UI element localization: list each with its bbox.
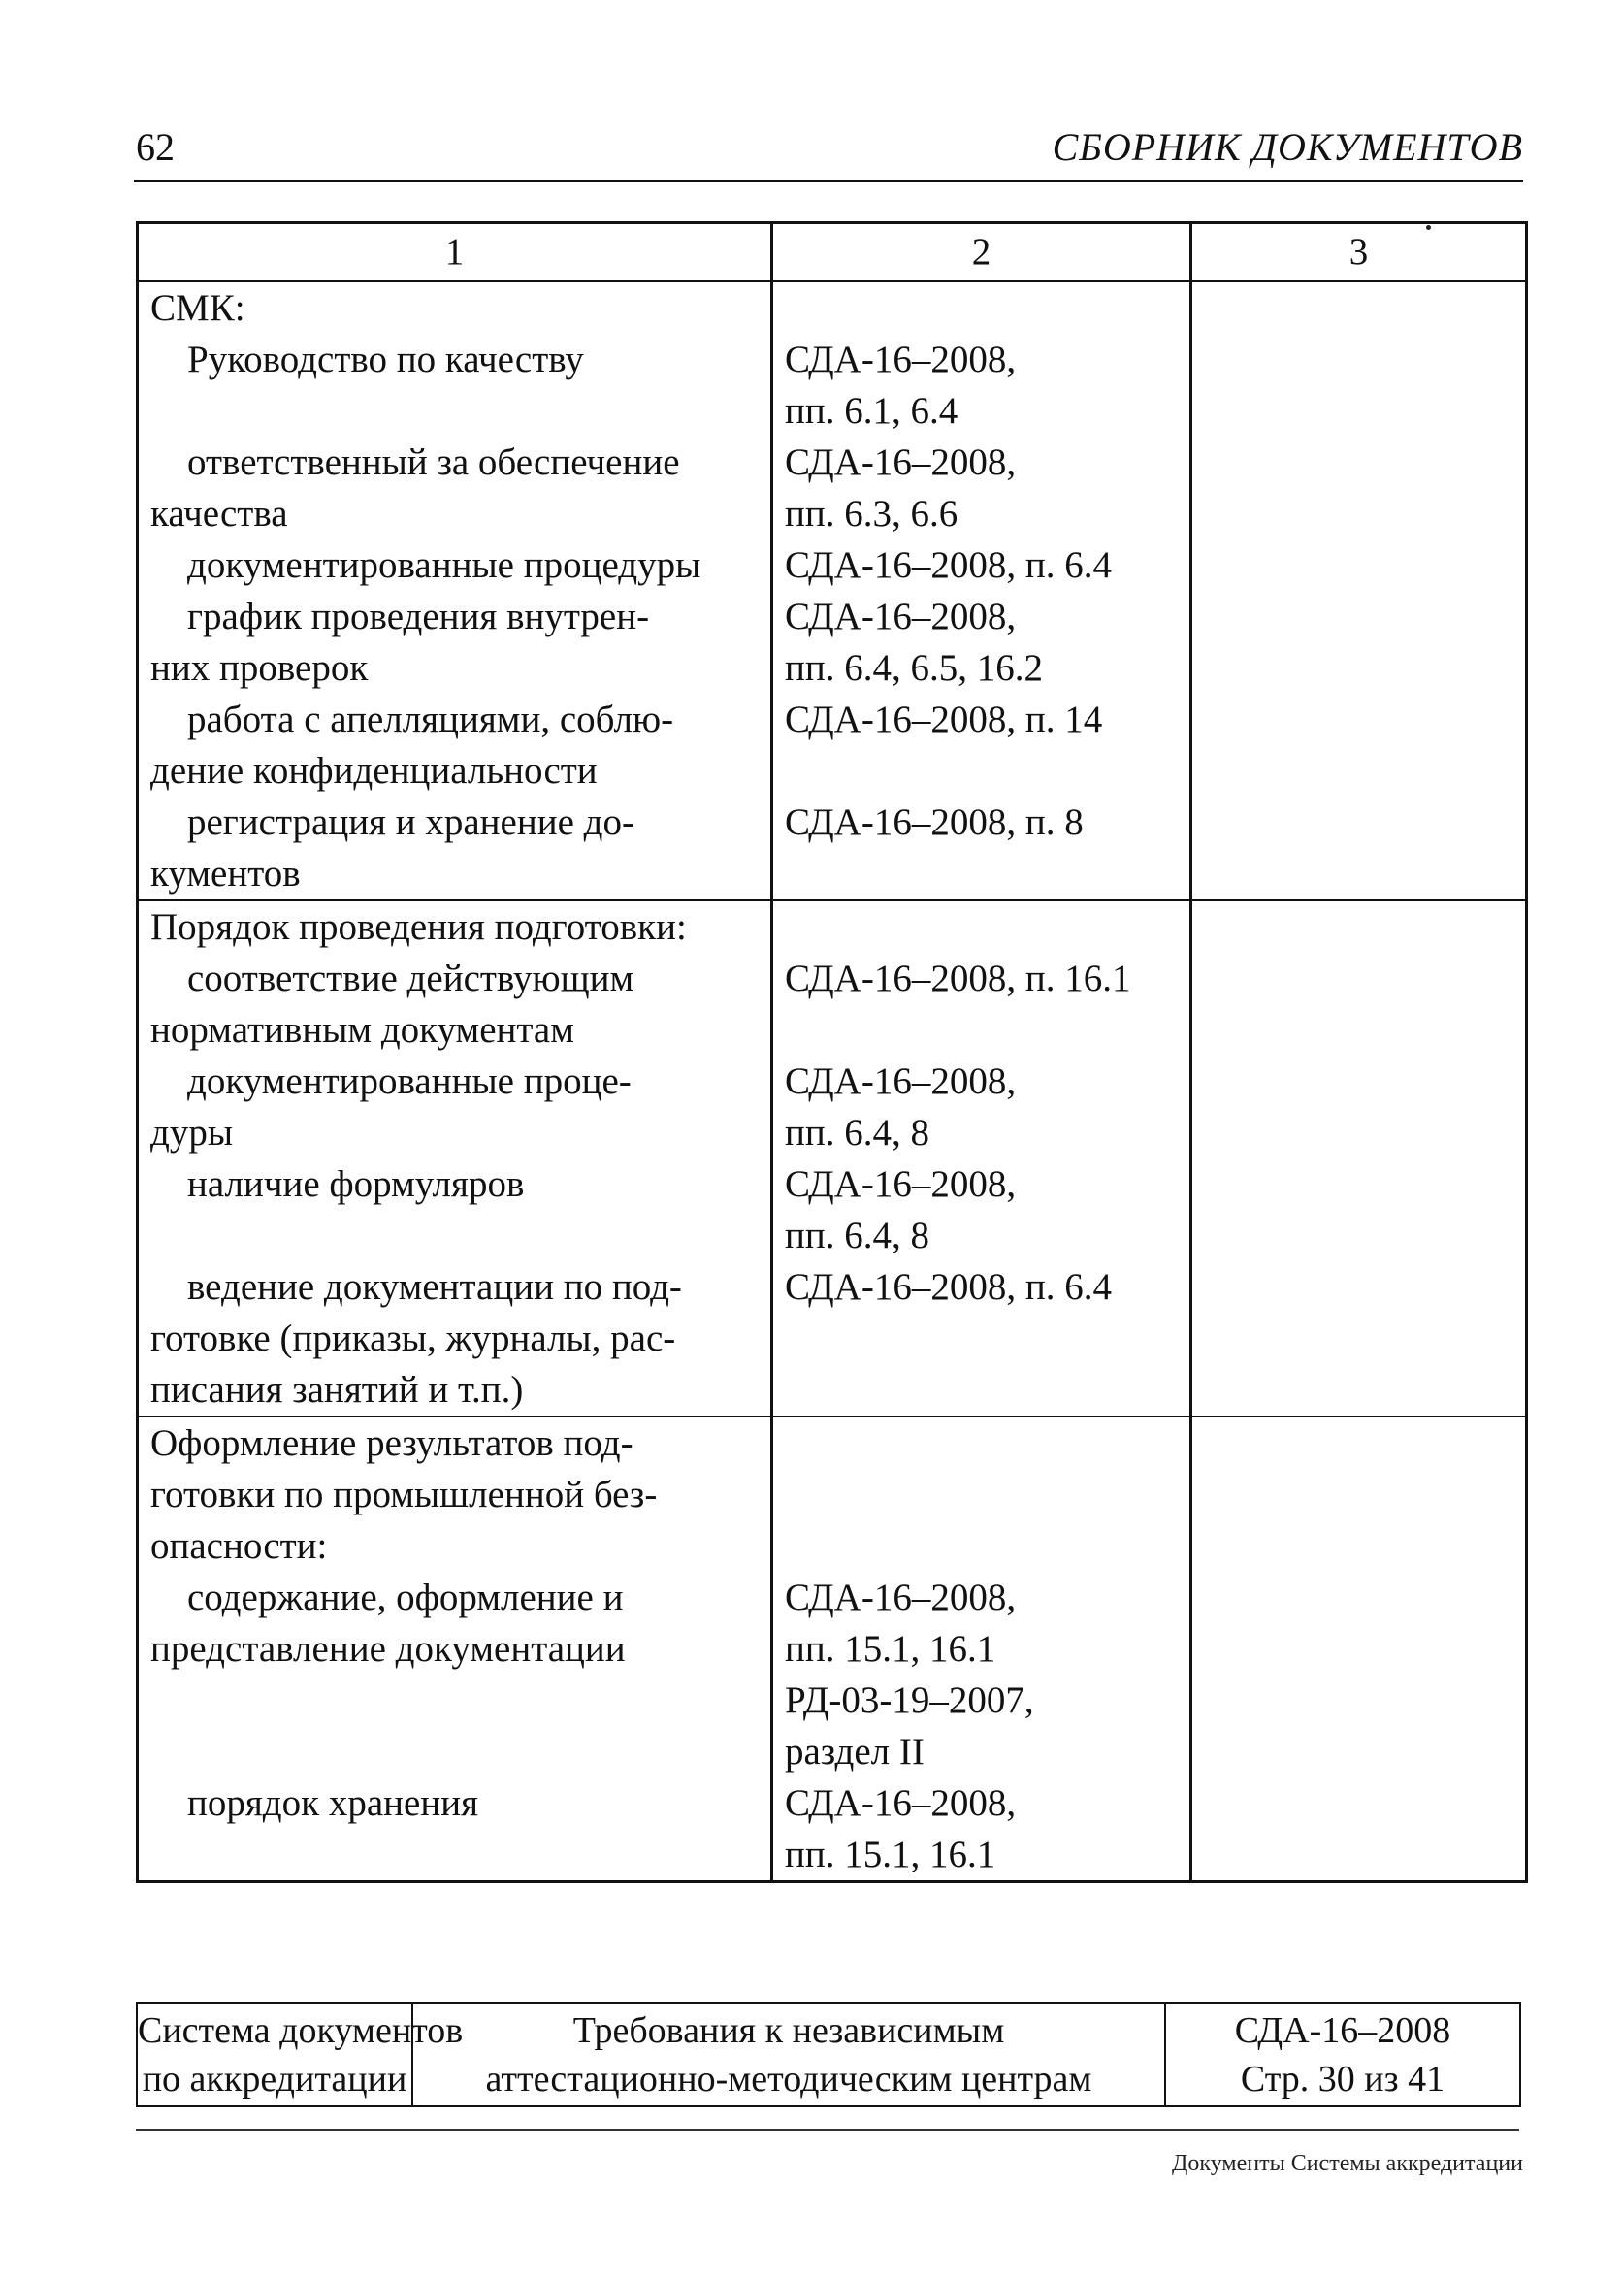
table-row [138,281,1527,334]
requirement-line: них проверок [150,647,369,689]
reference-line: СДА-16–2008, п. 16.1 [785,958,1131,999]
reference-cell [772,900,1191,953]
reference-line: пп. 6.4, 6.5, 16.2 [785,647,1043,689]
requirement-line: регистрация и хранение до- [187,801,634,843]
requirement-line: готовке (приказы, журналы, рас- [150,1318,676,1359]
footer-code-cell [1165,2003,1520,2106]
requirement-cell [138,797,772,900]
requirement-line: дуры [150,1112,234,1154]
table-section [138,900,1527,1416]
reference-cell [772,1777,1191,1882]
table-row [138,797,1527,900]
reference-line: СДА-16–2008, [785,1163,1017,1205]
reference-cell [772,797,1191,900]
reference-line: пп. 6.4, 8 [785,1215,929,1256]
page-number: 62 [136,125,175,169]
bottom-caption: Документы Системы аккредитации [1172,2151,1523,2176]
reference-cell [772,953,1191,1056]
notes-cell [1191,591,1527,694]
reference-line: СДА-16–2008, [785,339,1017,380]
reference-cell [772,334,1191,437]
reference-line: раздел II [785,1731,925,1773]
requirement-cell [138,334,772,437]
reference-cell [772,1158,1191,1261]
table-row [138,1416,1527,1572]
table-row [138,900,1527,953]
requirement-line: порядок хранения [187,1782,479,1824]
table-section [138,1416,1527,1882]
header-rule [134,180,1523,182]
reference-cell [772,1261,1191,1416]
running-title: СБОРНИК ДОКУМЕНТОВ [1052,125,1523,169]
requirement-line [150,1210,759,1261]
reference-cell [772,437,1191,539]
notes-cell [1191,1572,1527,1777]
table-row [138,1056,1527,1158]
table-row [138,1572,1527,1777]
notes-cell [1191,334,1527,437]
table-row [138,334,1527,437]
column-header-1: 1 [138,223,772,282]
table-row [138,591,1527,694]
footer-page-count: Стр. 30 из 41 [1240,2059,1445,2100]
requirement-line: опасности: [150,1525,328,1567]
reference-line: СДА-16–2008, п. 14 [785,699,1103,740]
reference-line: СДА-16–2008, п. 8 [785,801,1084,843]
requirement-line [150,1829,759,1880]
requirement-line [150,385,759,437]
reference-cell [772,1572,1191,1777]
notes-cell [1191,281,1527,334]
requirement-cell [138,953,772,1056]
footer-title-line2: аттестационно-методическим центрам [485,2059,1092,2100]
reference-cell [772,281,1191,334]
requirement-cell [138,900,772,953]
notes-cell [1191,1158,1527,1261]
reference-line: СДА-16–2008, [785,1782,1017,1824]
requirement-line: содержание, оформление и [187,1577,624,1618]
requirement-cell [138,1056,772,1158]
reference-cell [772,694,1191,797]
reference-line: пп. 15.1, 16.1 [785,1628,996,1670]
requirement-line: наличие формуляров [187,1163,525,1205]
notes-cell [1191,1261,1527,1416]
requirement-line: готовки по промышленной без- [150,1474,658,1515]
footer-system-line2: по аккредитации [142,2059,407,2100]
notes-cell [1191,953,1527,1056]
requirements-table [136,221,1528,1883]
column-header-2: 2 [772,223,1191,282]
reference-line: СДА-16–2008, п. 6.4 [785,544,1112,586]
table-row [138,694,1527,797]
requirement-line [150,1675,759,1726]
requirement-line: представление документации [150,1628,626,1670]
table-header-row [138,223,1527,282]
notes-cell [1191,437,1527,539]
reference-line: РД-03-19–2007, [785,1679,1034,1721]
requirement-line: соответствие действующим [187,958,634,999]
reference-cell [772,591,1191,694]
bottom-rule [136,2129,1519,2131]
requirement-cell [138,281,772,334]
notes-cell [1191,797,1527,900]
notes-cell [1191,694,1527,797]
footer-title-cell [412,2003,1165,2106]
requirement-line: работа с апелляциями, соблю- [187,699,674,740]
footer-title-line1: Требования к независимым [572,2010,1005,2051]
reference-cell [772,1056,1191,1158]
notes-cell [1191,1777,1527,1882]
requirement-line: Оформление результатов под- [150,1422,633,1464]
requirement-cell [138,539,772,591]
notes-cell [1191,900,1527,953]
reference-line: СДА-16–2008, [785,441,1017,483]
reference-cell [772,539,1191,591]
document-footer-box [136,2002,1521,2107]
requirement-cell [138,1416,772,1572]
reference-line: пп. 6.1, 6.4 [785,390,958,432]
table-row [138,1158,1527,1261]
table-row [138,437,1527,539]
requirement-line: дение конфиденциальности [150,750,598,792]
requirement-cell [138,591,772,694]
requirement-cell [138,1572,772,1777]
table-section [138,281,1527,900]
requirement-line: СМК: [150,287,245,329]
column-header-3: 3 [1191,223,1527,282]
requirement-cell [138,437,772,539]
reference-cell [772,1416,1191,1572]
requirement-cell [138,1777,772,1882]
requirement-line: ведение документации по под- [187,1266,682,1308]
reference-line: СДА-16–2008, [785,1060,1017,1102]
requirement-line: писания занятий и т.п.) [150,1369,524,1411]
requirement-cell [138,694,772,797]
requirement-line: кументов [150,853,301,895]
table-row [138,1261,1527,1416]
requirement-line: документированные процедуры [187,544,701,586]
footer-system-cell [137,2003,464,2106]
requirement-line [150,1726,759,1777]
requirement-cell [138,1158,772,1261]
reference-line: СДА-16–2008, [785,596,1017,637]
requirement-line: Руководство по качеству [187,339,584,380]
reference-line: пп. 15.1, 16.1 [785,1834,996,1875]
notes-cell [1191,1416,1527,1572]
reference-line: пп. 6.4, 8 [785,1112,929,1154]
table-row [138,539,1527,591]
table-row [138,953,1527,1056]
requirement-line: нормативным документам [150,1009,574,1051]
requirement-line: Порядок проведения подготовки: [150,906,687,948]
notes-cell [1191,1056,1527,1158]
requirement-line: качества [150,493,288,535]
reference-line: пп. 6.3, 6.6 [785,493,958,535]
requirement-line: документированные проце- [187,1060,632,1102]
footer-system-line1: Система документов [138,2010,464,2051]
reference-line: СДА-16–2008, п. 6.4 [785,1266,1112,1308]
table-row [138,1777,1527,1882]
requirement-cell [138,1261,772,1416]
requirement-line: ответственный за обеспечение [187,441,680,483]
reference-line: СДА-16–2008, [785,1577,1017,1618]
notes-cell [1191,539,1527,591]
footer-code: СДА-16–2008 [1234,2010,1451,2051]
requirement-line: график проведения внутрен- [187,596,650,637]
